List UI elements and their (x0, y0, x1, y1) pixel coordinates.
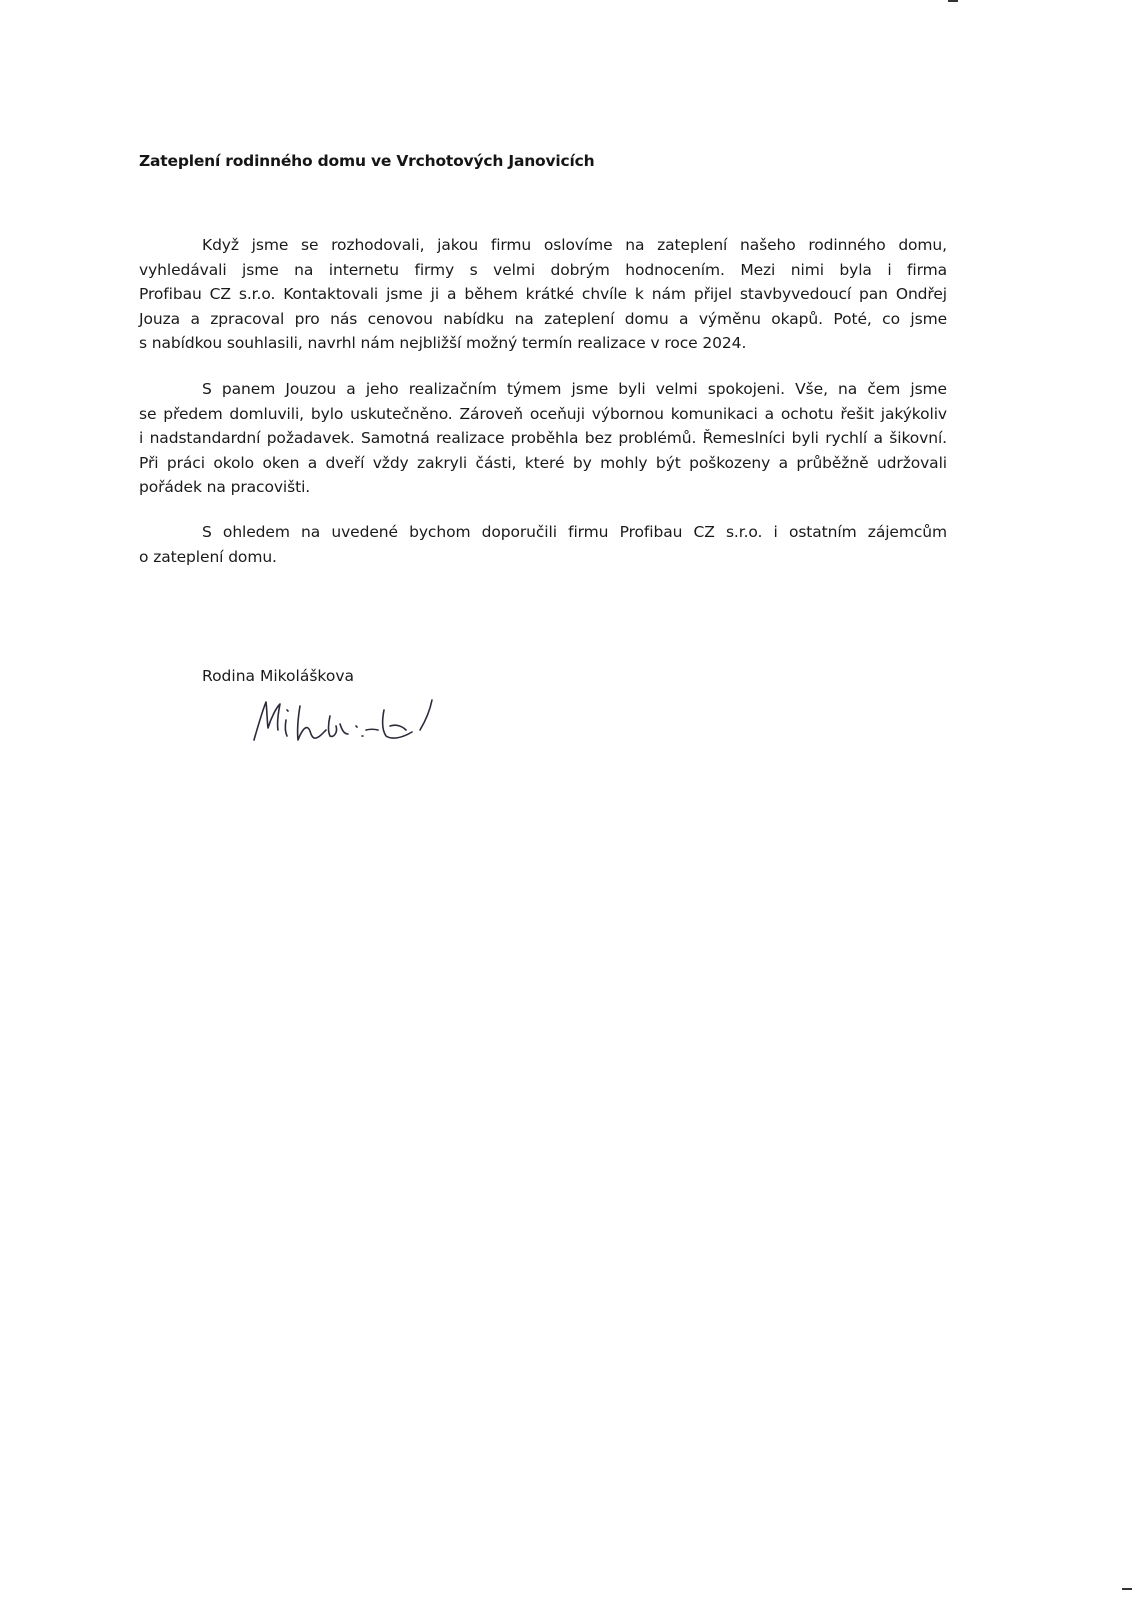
scan-edge-mark (1122, 1588, 1132, 1590)
paragraph-line: se předem domluvili, bylo uskutečněno. Zároveň oceňuji výbornou komunikaci a ochotu řešit jakýkoliv (139, 404, 947, 423)
scan-edge-mark (948, 0, 958, 2)
paragraph-line: Při práci okolo oken a dveří vždy zakryli části, které by mohly být poškozeny a průběžně udržovali (139, 453, 947, 472)
paragraph-line: Profibau CZ s.r.o. Kontaktovali jsme ji a během krátké chvíle k nám přijel stavbyvedoucí pan Ondřej (139, 285, 947, 303)
paragraph-line: Jouza a zpracoval pro nás cenovou nabídku na zateplení domu a výměnu okapů. Poté, co jsme (139, 309, 947, 328)
handwritten-signature (250, 696, 460, 756)
paragraph-line: S panem Jouzou a jeho realizačním týmem jsme byli velmi spokojeni. Vše, na čem jsme (202, 380, 947, 398)
paragraph-line: vyhledávali jsme na internetu firmy s velmi dobrým hodnocením. Mezi nimi byla i firma (139, 260, 947, 279)
signer-name: Rodina Mikoláškova (202, 667, 354, 685)
paragraph-line: S ohledem na uvedené bychom doporučili firmu Profibau CZ s.r.o. i ostatním zájemcům (202, 523, 947, 541)
paragraph-line: o zateplení domu. (139, 547, 277, 566)
paragraph-1 (139, 233, 947, 356)
paragraph-3 (139, 520, 947, 569)
paragraph-2 (139, 377, 947, 500)
paragraph-line: i nadstandardní požadavek. Samotná realizace proběhla bez problémů. Řemeslníci byli rychlí a šikovní. (139, 429, 947, 447)
paragraph-line: Když jsme se rozhodovali, jakou firmu oslovíme na zateplení našeho rodinného domu, (202, 236, 947, 254)
paragraph-line: pořádek na pracovišti. (139, 478, 311, 496)
paragraph-line: s nabídkou souhlasili, navrhl nám nejbližší možný termín realizace v roce 2024. (139, 334, 747, 352)
document-title: Zateplení rodinného domu ve Vrchotových Janovicích (139, 152, 595, 170)
